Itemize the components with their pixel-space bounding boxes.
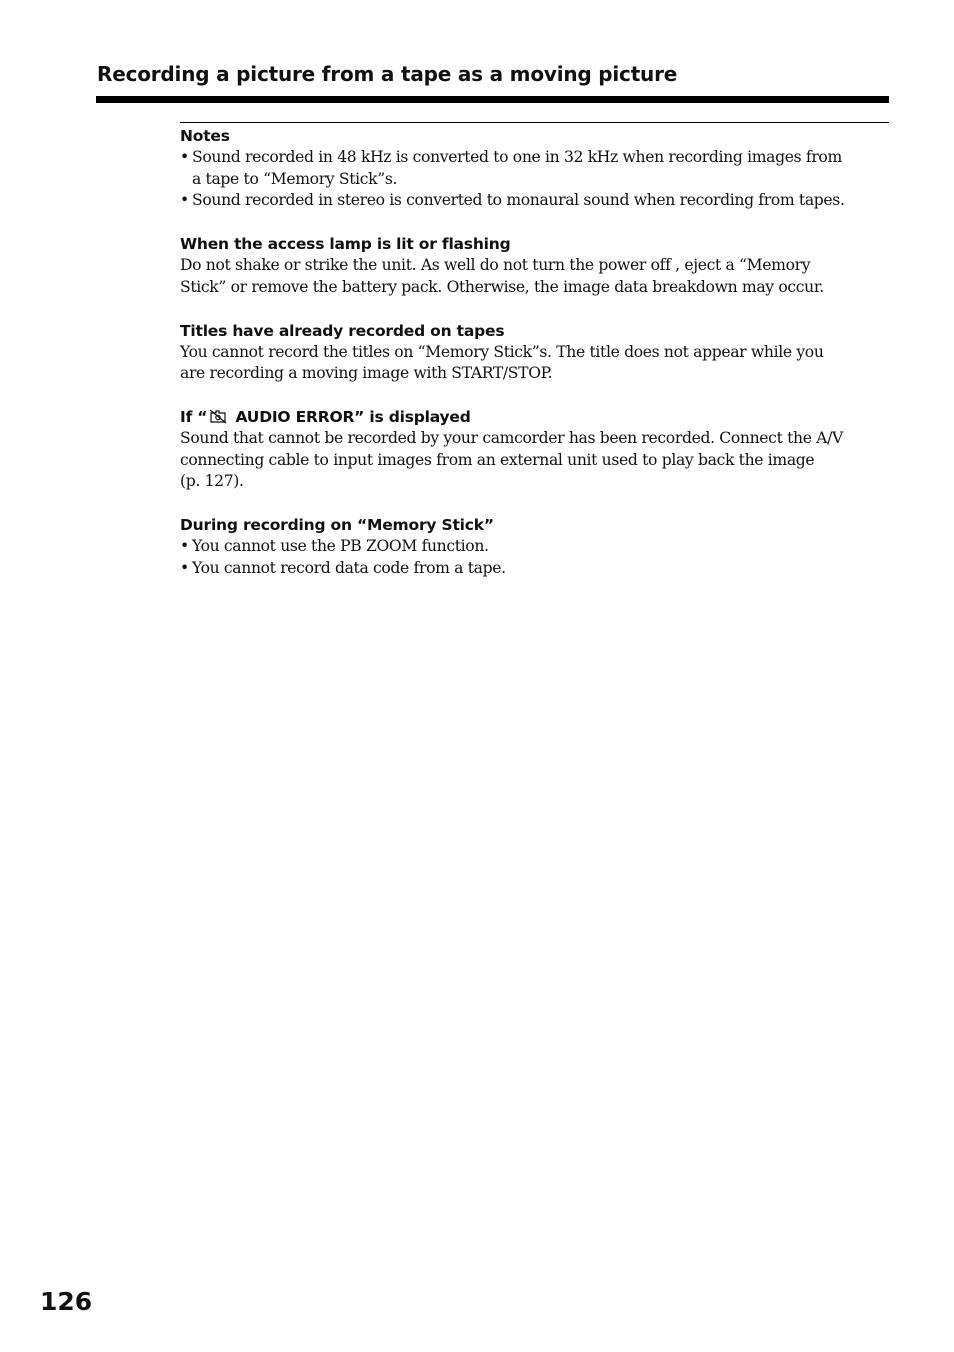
note-text-line: a tape to “Memory Stick”s. (192, 169, 398, 188)
body-text-line: Do not shake or strike the unit. As well do not turn the power off , eject a “Memory (180, 256, 811, 275)
note-text-line: Sound recorded in 48 kHz is converted to one in 32 kHz when recording images from (192, 148, 842, 166)
page-title: Recording a picture from a tape as a moving picture (97, 62, 678, 86)
audio-error-text (180, 428, 889, 493)
body-text-line: Sound that cannot be recorded by your camcorder has been recorded. Connect the A/V (180, 428, 843, 447)
list-item (180, 190, 889, 212)
memory-stick-section (180, 514, 889, 579)
bullet-marker: • (180, 537, 189, 556)
body-text-line: connecting cable to input images from an external unit used to play back the image (180, 450, 815, 469)
audio-error-icon (208, 409, 228, 424)
audio-error-heading (180, 406, 889, 428)
memory-stick-heading: During recording on “Memory Stick” (180, 516, 494, 535)
access-lamp-heading: When the access lamp is lit or flashing (180, 235, 511, 254)
body-text-line: are recording a moving image with START/STOP. (180, 364, 553, 383)
titles-section (180, 320, 889, 385)
body-text-line: Stick” or remove the battery pack. Otherwise, the image data breakdown may occur. (180, 277, 824, 296)
access-lamp-text (180, 255, 889, 298)
page-number: 126 (40, 1287, 93, 1316)
notes-section (180, 125, 889, 212)
notes-heading: Notes (180, 127, 230, 145)
titles-heading: Titles have already recorded on tapes (180, 321, 505, 340)
bullet-marker: • (180, 558, 189, 577)
body-text-line: (p. 127). (180, 472, 244, 491)
bullet-marker: • (180, 148, 189, 166)
list-item (180, 536, 889, 558)
note-text-line: Sound recorded in stereo is converted to monaural sound when recording from tapes. (192, 191, 845, 210)
audio-error-heading-prefix: If “ (180, 407, 208, 426)
list-item (180, 147, 889, 190)
memory-stick-list (180, 536, 889, 579)
body-text-line: You cannot record the titles on “Memory Stick”s. The title does not appear while you (180, 342, 824, 361)
list-item-text: You cannot use the PB ZOOM function. (192, 537, 489, 556)
audio-error-section (180, 406, 889, 493)
bullet-marker: • (180, 191, 189, 210)
access-lamp-section (180, 233, 889, 298)
list-item (180, 558, 889, 580)
list-item-text: You cannot record data code from a tape. (192, 558, 506, 577)
audio-error-heading-suffix: AUDIO ERROR” is displayed (230, 407, 471, 426)
title-rule (96, 96, 889, 103)
content-area (180, 122, 889, 579)
titles-text (180, 342, 889, 385)
notes-list (180, 147, 889, 212)
